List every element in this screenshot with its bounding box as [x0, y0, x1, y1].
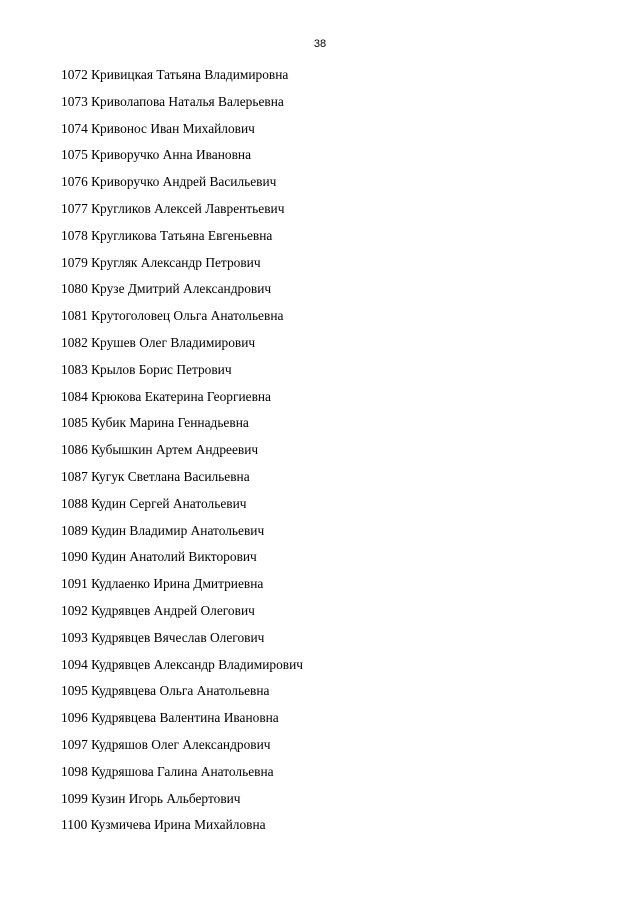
- list-item: 1074 Кривонос Иван Михайлович: [61, 120, 255, 136]
- list-item: 1087 Кугук Светлана Васильевна: [61, 468, 250, 484]
- list-item: 1073 Криволапова Наталья Валерьевна: [61, 93, 284, 109]
- list-item: 1089 Кудин Владимир Анатольевич: [61, 522, 265, 538]
- list-item: 1077 Кругликов Алексей Лаврентьевич: [61, 200, 285, 216]
- list-item: 1088 Кудин Сергей Анатольевич: [61, 495, 247, 511]
- list-item: 1090 Кудин Анатолий Викторович: [61, 549, 257, 565]
- name-list: [61, 67, 303, 844]
- list-item: 1085 Кубик Марина Геннадьевна: [61, 415, 249, 431]
- list-item: 1099 Кузин Игорь Альбертович: [61, 790, 241, 806]
- list-item: 1084 Крюкова Екатерина Георгиевна: [61, 388, 271, 404]
- list-item: 1096 Кудрявцева Валентина Ивановна: [61, 710, 279, 726]
- list-item: 1093 Кудрявцев Вячеслав Олегович: [61, 629, 265, 645]
- page-number: 38: [313, 38, 327, 50]
- list-item: 1086 Кубышкин Артем Андреевич: [61, 442, 259, 458]
- list-item: 1078 Кругликова Татьяна Евгеньевна: [61, 227, 273, 243]
- list-item: 1075 Криворучко Анна Ивановна: [61, 147, 252, 163]
- list-item: 1091 Кудлаенко Ирина Дмитриевна: [61, 576, 264, 592]
- list-item: 1095 Кудрявцева Ольга Анатольевна: [61, 683, 270, 699]
- list-item: 1092 Кудрявцев Андрей Олегович: [61, 602, 255, 618]
- list-item: 1072 Кривицкая Татьяна Владимировна: [61, 67, 289, 82]
- list-item: 1098 Кудряшова Галина Анатольевна: [61, 763, 274, 779]
- list-item: 1081 Крутоголовец Ольга Анатольевна: [61, 308, 284, 324]
- list-item: 1082 Крушев Олег Владимирович: [61, 334, 256, 350]
- list-item: 1080 Крузе Дмитрий Александрович: [61, 281, 272, 297]
- list-item: 1094 Кудрявцев Александр Владимирович: [61, 656, 304, 672]
- list-item: 1100 Кузмичева Ирина Михайловна: [61, 817, 266, 833]
- list-item: 1079 Кругляк Александр Петрович: [61, 254, 261, 270]
- list-item: 1076 Криворучко Андрей Васильевич: [61, 174, 277, 190]
- list-item: 1083 Крылов Борис Петрович: [61, 361, 232, 377]
- list-item: 1097 Кудряшов Олег Александрович: [61, 736, 271, 752]
